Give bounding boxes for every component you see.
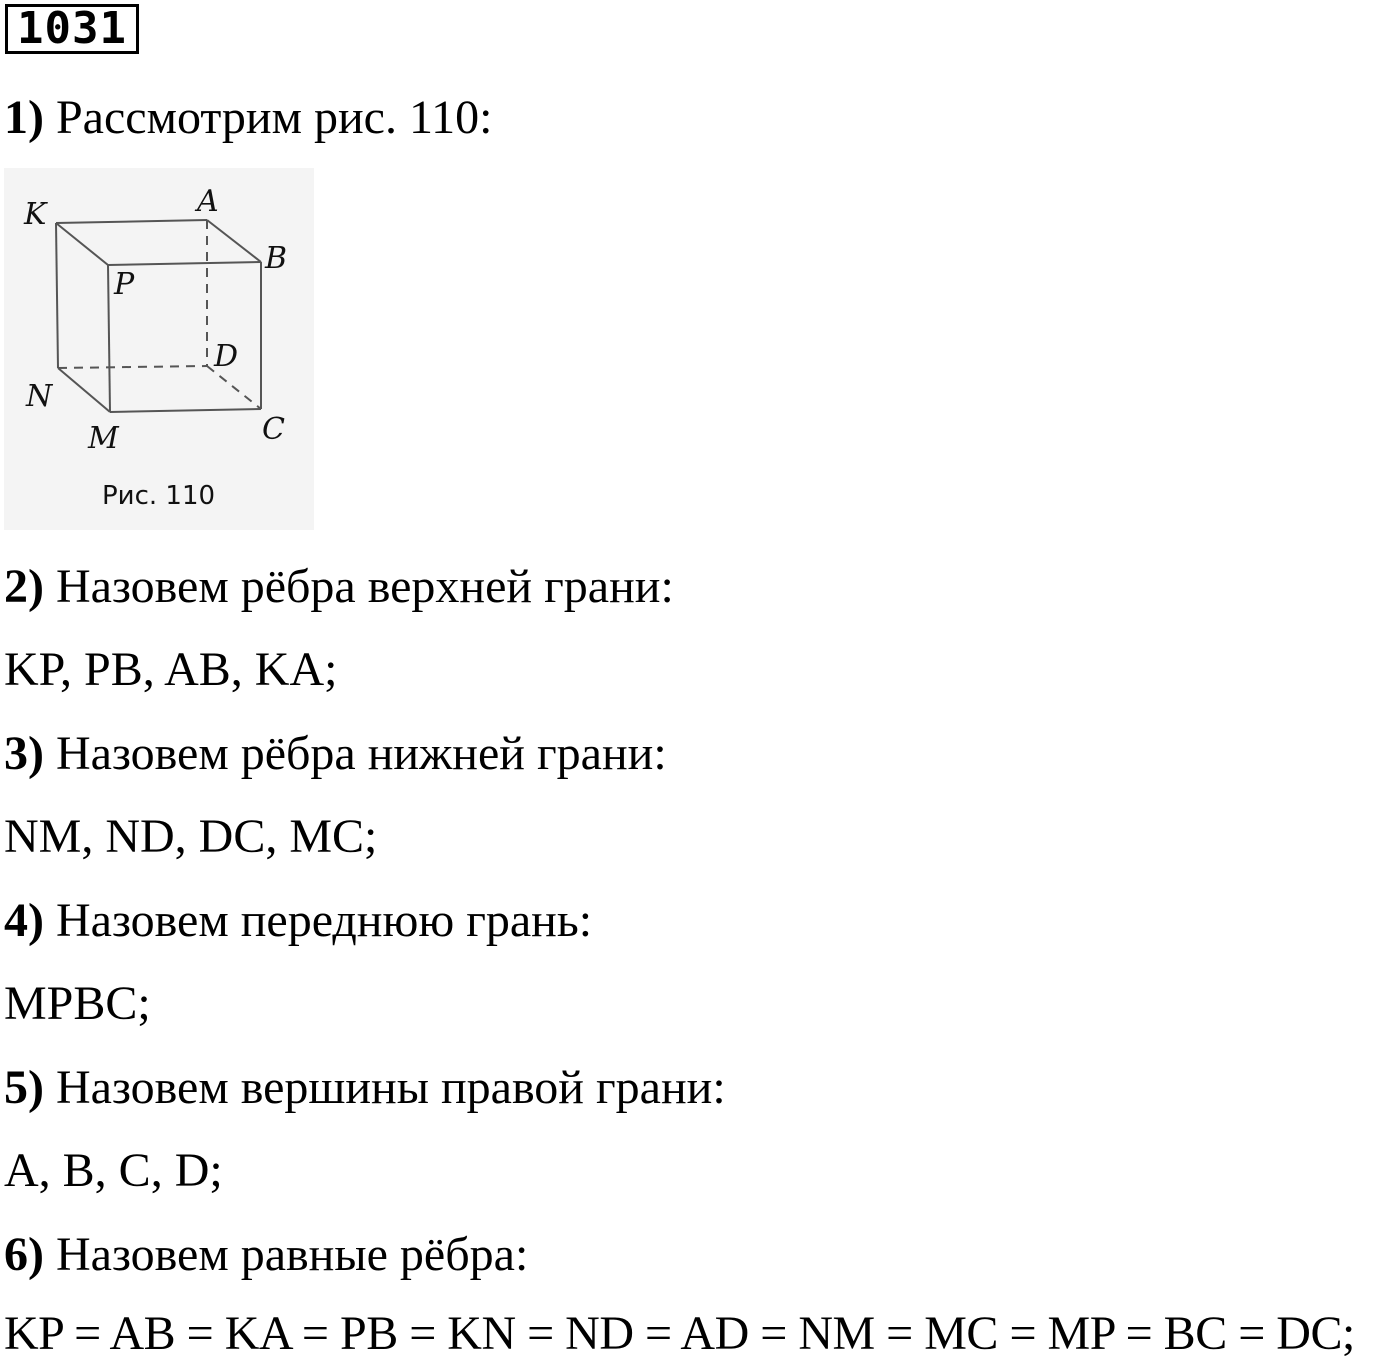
step-6 — [4, 1227, 528, 1283]
edge-PB — [108, 262, 261, 265]
step-number: 4) — [4, 894, 44, 947]
edge-NM — [58, 368, 110, 412]
step-number: 6) — [4, 1228, 44, 1281]
edge-KN — [56, 223, 58, 368]
answer-4: MPBC; — [4, 977, 151, 1030]
step-number: 1) — [4, 91, 44, 144]
cube-diagram — [4, 168, 314, 530]
step-4 — [4, 893, 592, 949]
answer-3: NM, ND, DC, MC; — [4, 810, 378, 863]
step-text: Назовем рёбра верхней грани: — [55, 560, 674, 613]
vertex-label-c: C — [262, 412, 285, 447]
answer-6: KP = AB = KA = PB = KN = ND = AD = NM = MC = MP = BC = DC; — [4, 1307, 1355, 1360]
step-3 — [4, 726, 667, 782]
vertex-label-a: A — [197, 184, 219, 219]
step-5 — [4, 1060, 726, 1116]
step-number: 3) — [4, 727, 44, 780]
answer-2: KP, PB, AB, KA; — [4, 643, 338, 696]
vertex-label-b: B — [265, 241, 288, 276]
step-number: 2) — [4, 560, 44, 613]
step-text: Рассмотрим рис. 110: — [55, 91, 493, 144]
answer-5: A, B, C, D; — [4, 1144, 223, 1197]
vertex-label-d: D — [214, 339, 239, 374]
vertex-label-p: P — [114, 267, 135, 302]
vertex-label-n: N — [26, 379, 53, 414]
step-number: 5) — [4, 1061, 44, 1114]
edge-ND-hidden — [58, 366, 207, 368]
edge-PM — [108, 265, 110, 412]
vertex-label-k: K — [24, 197, 47, 232]
step-1 — [4, 90, 493, 146]
edge-KP — [56, 223, 108, 265]
step-text: Назовем вершины правой грани: — [55, 1061, 726, 1114]
step-2 — [4, 559, 674, 615]
edge-AB — [207, 220, 261, 262]
edge-MC — [110, 409, 261, 412]
figure-caption: Рис. 110 — [102, 481, 216, 511]
cube-figure — [4, 168, 314, 530]
step-text: Назовем переднюю грань: — [55, 894, 593, 947]
edge-KA — [56, 220, 207, 223]
problem-number-box: 1031 — [5, 4, 139, 54]
vertex-label-m: M — [88, 421, 119, 456]
step-text: Назовем рёбра нижней грани: — [55, 727, 667, 780]
step-text: Назовем равные рёбра: — [55, 1228, 529, 1281]
